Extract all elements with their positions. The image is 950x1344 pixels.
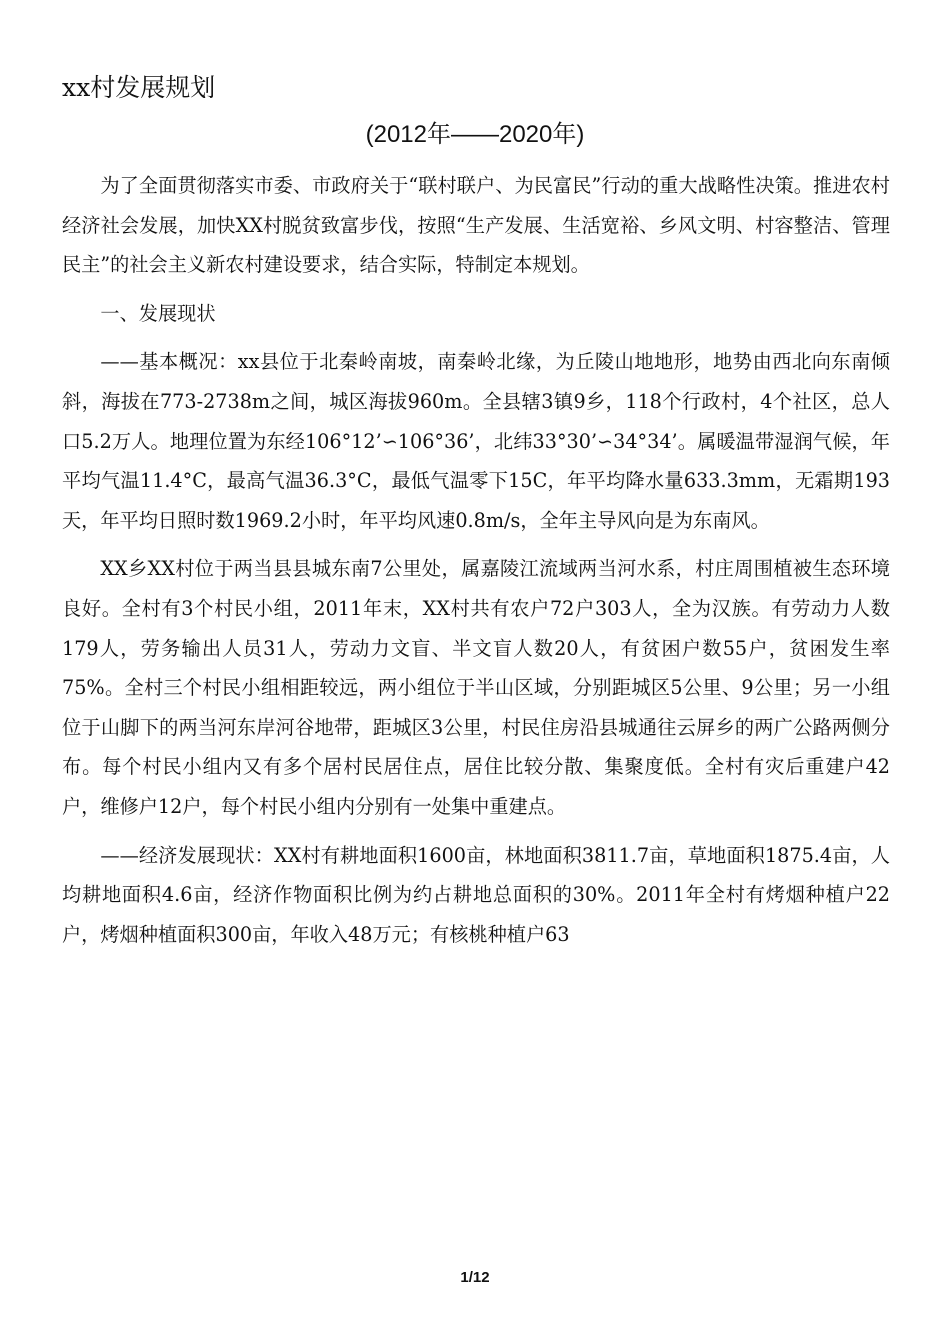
document-body: [62, 166, 890, 963]
document-subtitle: (2012年——2020年): [365, 121, 585, 148]
section-heading-status: 一、发展现状: [100, 301, 216, 325]
paragraph-intro: 为了全面贯彻落实市委、市政府关于“联村联户、为民富民”行动的重大战略性决策。推进农村经济社会发展，加快XX村脱贫致富步伐，按照“生产发展、生活宽裕、乡风文明、村容整洁、管理民主”的社会主义新农村建设要求，结合实际，特制定本规划。: [62, 174, 890, 277]
paragraph-economy: ——经济发展现状：XX村有耕地面积1600亩，林地面积3811.7亩，草地面积1875.4亩，人均耕地面积4.6亩，经济作物面积比例为约占耕地总面积的30%。2011年全村有烤烟种植户22户，烤烟种植面积300亩，年收入48万元；有核桃种植户63: [62, 843, 890, 946]
paragraph-overview: ——基本概况：xx县位于北秦岭南坡，南秦岭北缘，为丘陵山地地形，地势由西北向东南倾斜，海拔在773-2738m之间，城区海拔960m。全县辖3镇9乡，118个行政村，4个社区，总人口5.2万人。地理位置为东经106°12’∽106°36’，北纬33°30’∽34°34’。属暖温带湿润气候，年平均气温11.4°C，最高气温36.3°C，最低气温零下15C，年平均降水量633.3mm，无霜期193天，年平均日照时数1969.2小时，年平均风速0.8m/s，全年主导风向是为东南风。: [62, 350, 890, 532]
page-number: 1/12: [460, 1269, 490, 1286]
paragraph-village: XX乡XX村位于两当县县城东南7公里处，属嘉陵江流域两当河水系，村庄周围植被生态环境良好。全村有3个村民小组，2011年末，XX村共有农户72户303人，全为汉族。有劳动力人数179人，劳务输出人员31人，劳动力文盲、半文盲人数20人，有贫困户数55户，贫困发生率75%。全村三个村民小组相距较远，两小组位于半山区域，分别距城区5公里、9公里；另一小组位于山脚下的两当河东岸河谷地带，距城区3公里，村民住房沿县城通往云屏乡的两广公路两侧分布。每个村民小组内又有多个居村民居住点，居住比较分散、集聚度低。全村有灾后重建户42户，维修户12户，每个村民小组内分别有一处集中重建点。: [62, 557, 890, 818]
document-title: xx村发展规划: [62, 73, 216, 102]
